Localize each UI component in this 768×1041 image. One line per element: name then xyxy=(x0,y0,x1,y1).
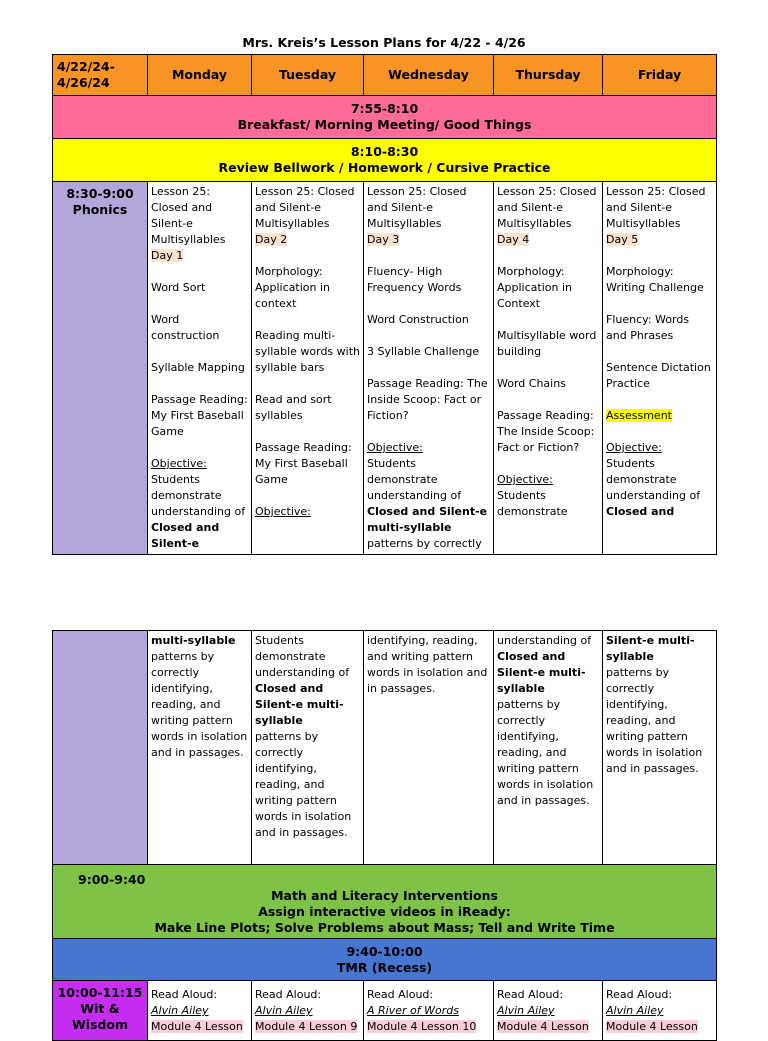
passage-reading: Passage Reading: My First Baseball Game xyxy=(255,441,352,486)
week-date-start: 4/22/24- xyxy=(57,59,115,74)
phonics-friday-cell xyxy=(603,182,717,555)
lesson-title: Lesson 25: Closed and Silent-e Multisyllables xyxy=(606,185,706,230)
activity: Multisyllable word building xyxy=(497,329,597,358)
phonics-wednesday-continued xyxy=(364,631,494,865)
lesson-title: Lesson 25: Closed and Silent-e Multisyllables xyxy=(367,185,467,230)
objective-bold: Closed and Silent-e xyxy=(151,521,220,550)
activity: Reading multi-syllable words with syllable bars xyxy=(255,329,360,374)
document-title: Mrs. Kreis’s Lesson Plans for 4/22 - 4/26 xyxy=(242,35,526,50)
wit-label: Wit & xyxy=(80,1001,120,1016)
week-date-cell xyxy=(53,55,148,96)
day-header-wednesday: Wednesday xyxy=(364,55,494,96)
read-aloud-label: Read Aloud: xyxy=(497,988,564,1001)
objective-text: patterns by correctly identifying, reading, and writing pattern words in isolation and in passages. xyxy=(606,666,703,775)
lesson-plan-table-page1 xyxy=(52,54,717,555)
module-lesson: Module 4 Lesson 9 xyxy=(255,1020,358,1033)
day-header-tuesday: Tuesday xyxy=(252,55,364,96)
passage-reading: Passage Reading: My First Baseball Game xyxy=(151,393,248,438)
module-lesson: Module 4 Lesson xyxy=(497,1020,589,1033)
morning-activity: Breakfast/ Morning Meeting/ Good Things xyxy=(237,117,532,132)
activity: Word Construction xyxy=(367,313,469,326)
objective-heading: Objective: xyxy=(151,457,207,470)
review-row xyxy=(53,139,717,182)
phonics-tuesday-cell xyxy=(252,182,364,555)
review-time: 8:10-8:30 xyxy=(350,144,419,159)
day-label: Day 3 xyxy=(367,233,400,246)
book-title: Alvin Ailey xyxy=(606,1004,664,1017)
activity: Word Sort xyxy=(151,281,206,294)
activity: Sentence Dictation Practice xyxy=(606,361,711,390)
objective-text: Students demonstrate understanding of xyxy=(151,473,246,518)
wit-wisdom-time-cell xyxy=(53,981,148,1041)
interventions-line3: Make Line Plots; Solve Problems about Mass; Tell and Write Time xyxy=(154,920,615,935)
objective-bold: Closed and Silent-e multi-syllable xyxy=(367,505,488,534)
lesson-title: Lesson 25: Closed and Silent-e Multisyllables xyxy=(255,185,355,230)
phonics-monday-cell xyxy=(148,182,252,555)
activity: Fluency- High Frequency Words xyxy=(367,265,462,294)
phonics-friday-continued xyxy=(603,631,717,865)
objective-bold: Silent-e multi-syllable xyxy=(606,634,695,663)
objective-text: identifying, reading, and writing pattern words in isolation and in passages. xyxy=(367,634,488,695)
read-aloud-label: Read Aloud: xyxy=(367,988,434,1001)
interventions-line1: Math and Literacy Interventions xyxy=(271,888,498,903)
recess-row xyxy=(53,939,717,981)
passage-reading: Passage Reading: The Inside Scoop: Fact or Fiction? xyxy=(497,409,595,454)
phonics-thursday-continued xyxy=(494,631,603,865)
lesson-title: Lesson 25: Closed and Silent-e Multisyllables xyxy=(497,185,597,230)
wit-monday-cell xyxy=(148,981,252,1041)
objective-bold: Closed and xyxy=(606,505,675,518)
read-aloud-label: Read Aloud: xyxy=(255,988,322,1001)
objective-text: Students demonstrate understanding of xyxy=(367,457,462,502)
day-label: Day 1 xyxy=(151,249,184,262)
module-lesson: Module 4 Lesson 10 xyxy=(367,1020,477,1033)
objective-text: Students demonstrate understanding of xyxy=(606,457,701,502)
objective-text: understanding of xyxy=(497,634,592,647)
objective-text: patterns by correctly identifying, reading, and writing pattern words in isolation and in passages. xyxy=(497,698,594,807)
activity: Word Chains xyxy=(497,377,566,390)
week-date-end: 4/26/24 xyxy=(57,75,110,90)
objective-heading: Objective: xyxy=(606,441,662,454)
book-title: Alvin Ailey xyxy=(255,1004,313,1017)
objective-heading: Objective: xyxy=(497,473,553,486)
recess-time: 9:40-10:00 xyxy=(346,943,423,959)
objective-text: Students demonstrate understanding of xyxy=(255,634,350,679)
morning-meeting-row xyxy=(53,96,717,139)
day-label: Day 4 xyxy=(497,233,530,246)
phonics-label: Phonics xyxy=(72,202,128,217)
objective-text: Students demonstrate xyxy=(497,489,568,518)
wit-time: 10:00-11:15 xyxy=(57,985,143,1000)
book-title: Alvin Ailey xyxy=(497,1004,555,1017)
day-header-monday: Monday xyxy=(148,55,252,96)
phonics-time-cell xyxy=(53,182,148,555)
module-lesson: Module 4 Lesson xyxy=(151,1020,243,1033)
activity: Morphology: Application in Context xyxy=(497,265,572,310)
day-label: Day 2 xyxy=(255,233,288,246)
objective-bold: Closed and Silent-e multi-syllable xyxy=(255,682,344,727)
phonics-continued-time-cell xyxy=(53,631,148,865)
activity: Word construction xyxy=(151,313,220,342)
recess-activity: TMR (Recess) xyxy=(336,959,433,975)
review-activity: Review Bellwork / Homework / Cursive Practice xyxy=(218,160,551,175)
wit-friday-cell xyxy=(603,981,717,1041)
assessment-label: Assessment xyxy=(606,409,672,422)
activity: Read and sort syllables xyxy=(255,393,332,422)
interventions-row xyxy=(53,865,717,939)
objective-bold: Closed and Silent-e multi-syllable xyxy=(497,650,586,695)
wit-wednesday-cell xyxy=(364,981,494,1041)
wit-label-2: Wisdom xyxy=(71,1017,129,1032)
activity: Morphology: Application in context xyxy=(255,265,330,310)
module-lesson: Module 4 Lesson xyxy=(606,1020,698,1033)
phonics-thursday-cell xyxy=(494,182,603,555)
morning-time: 7:55-8:10 xyxy=(350,101,419,116)
phonics-time: 8:30-9:00 xyxy=(66,186,134,201)
passage-reading: Passage Reading: The Inside Scoop: Fact or Fiction? xyxy=(367,377,488,422)
book-title: Alvin Ailey xyxy=(151,1004,209,1017)
book-title: A River of Words xyxy=(367,1004,459,1017)
lesson-title: Lesson 25: Closed and Silent-e Multisyllables xyxy=(151,185,226,246)
wit-tuesday-cell xyxy=(252,981,364,1041)
phonics-wednesday-cell xyxy=(364,182,494,555)
objective-text-after: patterns by correctly xyxy=(367,537,482,550)
day-label: Day 5 xyxy=(606,233,639,246)
wit-thursday-cell xyxy=(494,981,603,1041)
objective-text: patterns by correctly identifying, reading, and writing pattern words in isolation and in passages. xyxy=(255,730,352,839)
activity: 3 Syllable Challenge xyxy=(367,345,480,358)
phonics-tuesday-continued xyxy=(252,631,364,865)
objective-heading: Objective: xyxy=(255,505,311,518)
objective-text: patterns by correctly identifying, reading, and writing pattern words in isolation and in passages. xyxy=(151,650,248,759)
interventions-time: 9:00-9:40 xyxy=(78,872,146,887)
read-aloud-label: Read Aloud: xyxy=(151,988,218,1001)
day-header-friday: Friday xyxy=(603,55,717,96)
interventions-line2: Assign interactive videos in iReady: xyxy=(258,904,511,919)
objective-bold: multi-syllable xyxy=(151,634,236,647)
objective-heading: Objective: xyxy=(367,441,423,454)
activity: Fluency: Words and Phrases xyxy=(606,313,690,342)
phonics-monday-continued xyxy=(148,631,252,865)
day-header-thursday: Thursday xyxy=(494,55,603,96)
activity: Morphology: Writing Challenge xyxy=(606,265,704,294)
lesson-plan-table-page2 xyxy=(52,630,717,1041)
activity: Syllable Mapping xyxy=(151,361,245,374)
read-aloud-label: Read Aloud: xyxy=(606,988,673,1001)
